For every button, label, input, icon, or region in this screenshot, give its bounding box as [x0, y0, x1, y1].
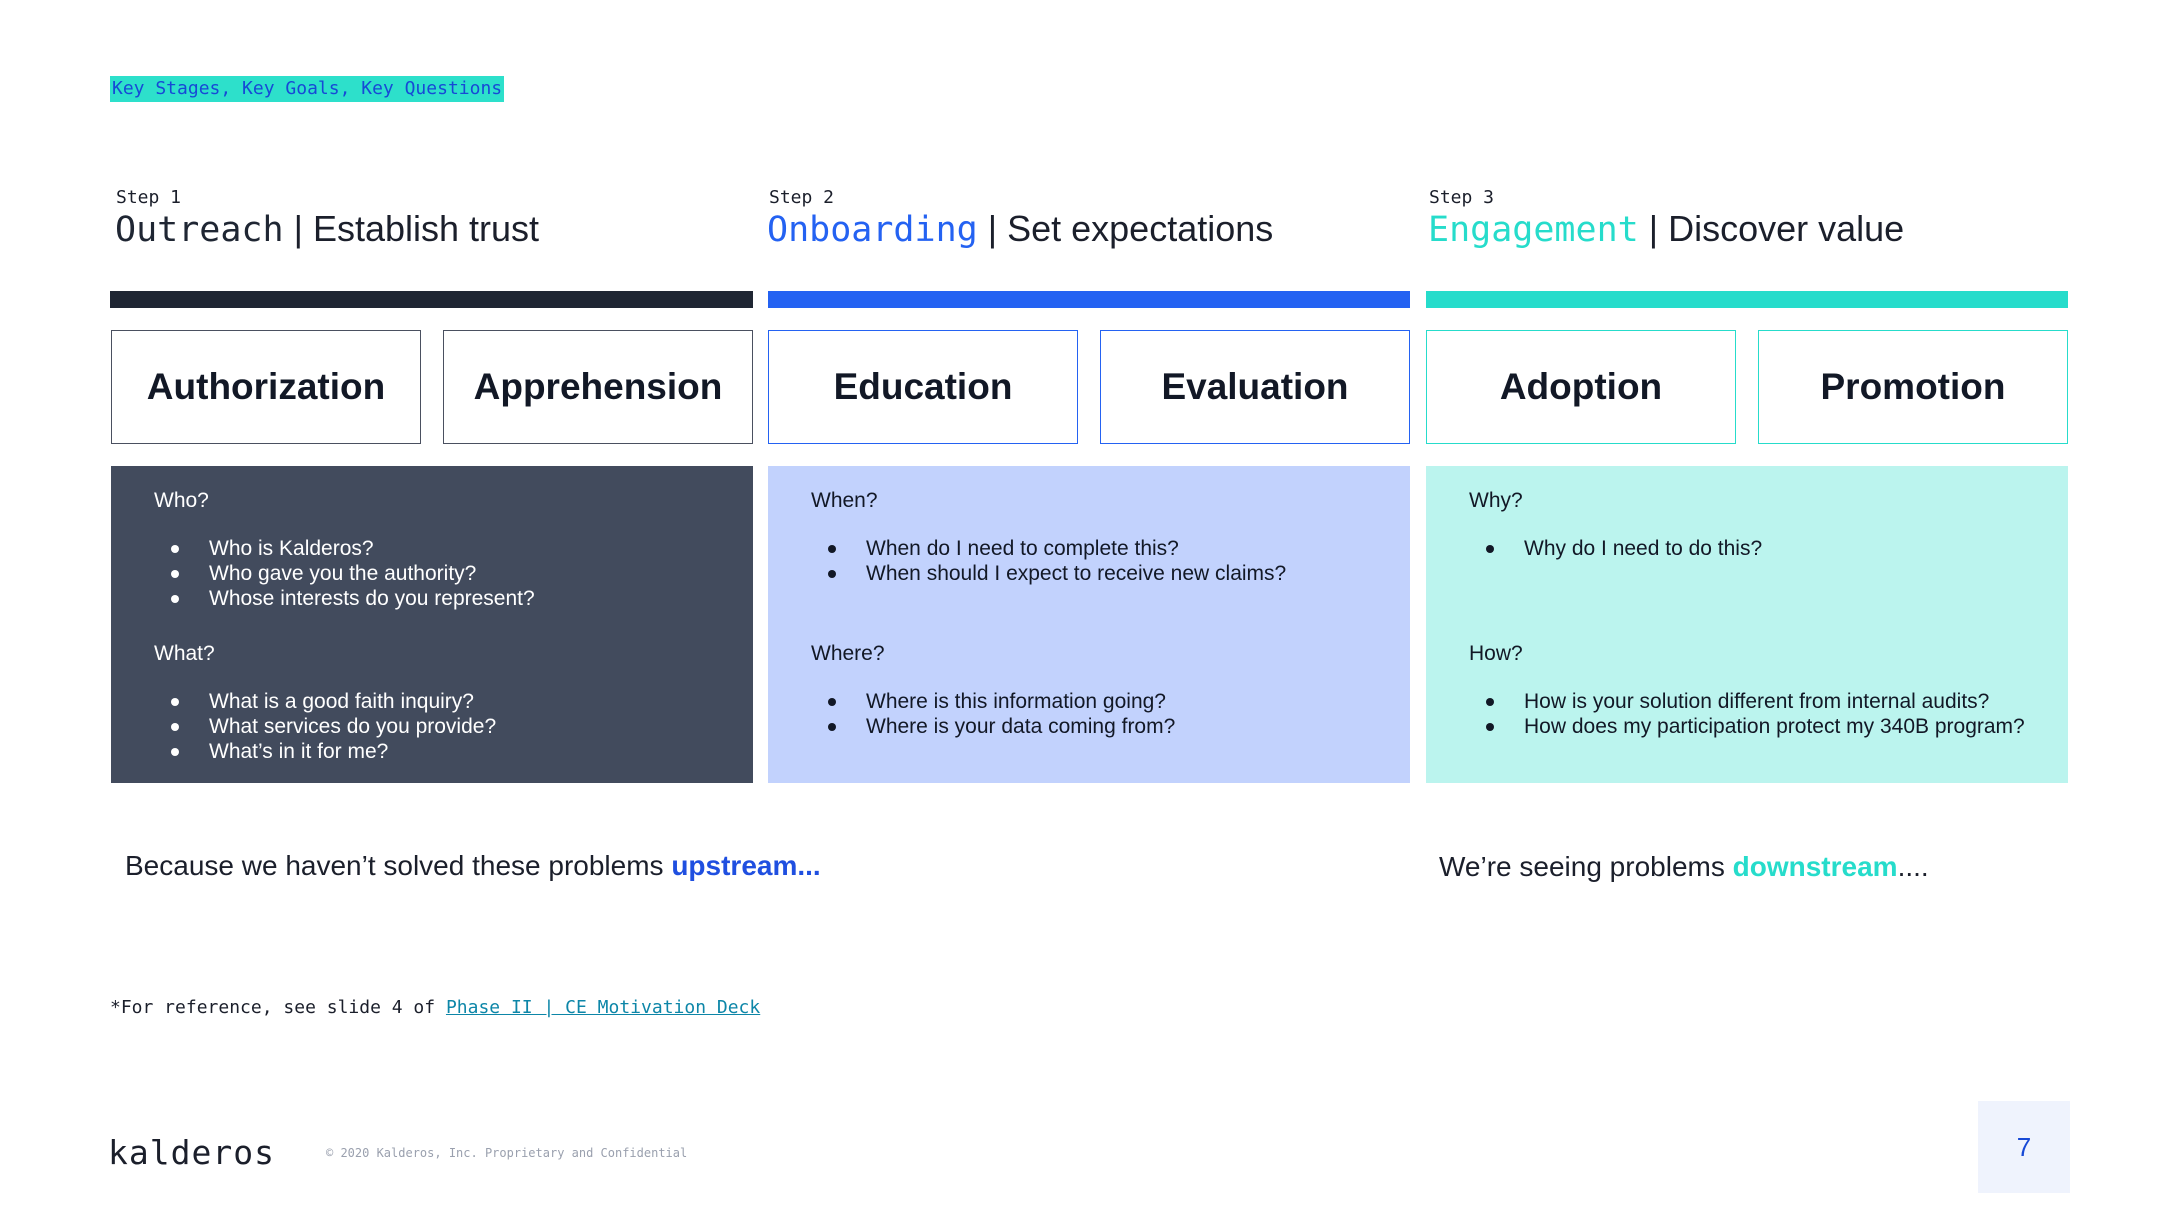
stage-promotion: Promotion	[1758, 330, 2068, 444]
stage-evaluation: Evaluation	[1100, 330, 1410, 444]
list-item: When do I need to complete this?	[811, 536, 1410, 561]
kalderos-logo: kalderos	[108, 1133, 275, 1172]
step-2-label: Step 2	[769, 187, 835, 208]
copyright-text: © 2020 Kalderos, Inc. Proprietary and Confidential	[326, 1146, 688, 1160]
question-heading: Who?	[154, 489, 209, 512]
step-2-heading	[767, 208, 1273, 250]
reference-link[interactable]: Phase II | CE Motivation Deck	[445, 997, 761, 1018]
question-list	[811, 689, 1410, 739]
question-list	[1469, 689, 2068, 739]
step-3-label: Step 3	[1429, 187, 1495, 208]
step-3-name: Engagement	[1428, 210, 1639, 250]
step-1-goal: | Establish trust	[293, 208, 540, 249]
step-2-goal: | Set expectations	[987, 208, 1274, 249]
stage-authorization: Authorization	[111, 330, 421, 444]
caption-ellipsis: ....	[1897, 851, 1929, 882]
list-item: Where is your data coming from?	[811, 714, 1410, 739]
questions-panel-engagement	[1426, 466, 2068, 783]
question-heading: When?	[811, 489, 878, 512]
question-list	[154, 536, 753, 611]
step-3-heading	[1428, 208, 1904, 250]
question-list	[1469, 536, 2068, 611]
page-number: 7	[1978, 1101, 2070, 1193]
question-heading: Why?	[1469, 489, 1523, 512]
question-list	[811, 536, 1410, 611]
list-item: Where is this information going?	[811, 689, 1410, 714]
list-item: How does my participation protect my 340B program?	[1469, 714, 2068, 739]
downstream-caption	[1439, 851, 1929, 883]
list-item: When should I expect to receive new claims?	[811, 561, 1410, 586]
question-list	[154, 689, 753, 764]
list-item: How is your solution different from internal audits?	[1469, 689, 2068, 714]
step-2-bar	[768, 291, 1410, 308]
list-item: Why do I need to do this?	[1469, 536, 2068, 561]
question-heading: What?	[154, 642, 215, 665]
upstream-emphasis: upstream	[671, 850, 798, 881]
list-item: Who is Kalderos?	[154, 536, 753, 561]
upstream-caption	[125, 850, 821, 882]
slide-tag: Key Stages, Key Goals, Key Questions	[110, 76, 504, 102]
step-1-label: Step 1	[116, 187, 182, 208]
list-item: What is a good faith inquiry?	[154, 689, 753, 714]
downstream-emphasis: downstream	[1732, 851, 1898, 882]
step-1-name: Outreach	[115, 210, 284, 250]
step-1-heading	[115, 208, 539, 250]
list-item: Whose interests do you represent?	[154, 586, 753, 611]
questions-panel-onboarding	[768, 466, 1410, 783]
step-3-goal: | Discover value	[1648, 208, 1905, 249]
caption-text: Because we haven’t solved these problems	[125, 850, 672, 881]
stage-adoption: Adoption	[1426, 330, 1736, 444]
reference-note	[110, 997, 760, 1018]
questions-panel-outreach	[111, 466, 753, 783]
list-item: What services do you provide?	[154, 714, 753, 739]
reference-prefix: *For reference, see slide 4 of	[110, 997, 446, 1018]
step-3-bar	[1426, 291, 2068, 308]
question-heading: How?	[1469, 642, 1523, 665]
step-2-name: Onboarding	[767, 210, 978, 250]
caption-ellipsis: ...	[797, 850, 821, 881]
list-item: What’s in it for me?	[154, 739, 753, 764]
step-1-bar	[110, 291, 753, 308]
stage-apprehension: Apprehension	[443, 330, 753, 444]
list-item: Who gave you the authority?	[154, 561, 753, 586]
question-heading: Where?	[811, 642, 885, 665]
caption-text: We’re seeing problems	[1439, 851, 1733, 882]
stage-education: Education	[768, 330, 1078, 444]
